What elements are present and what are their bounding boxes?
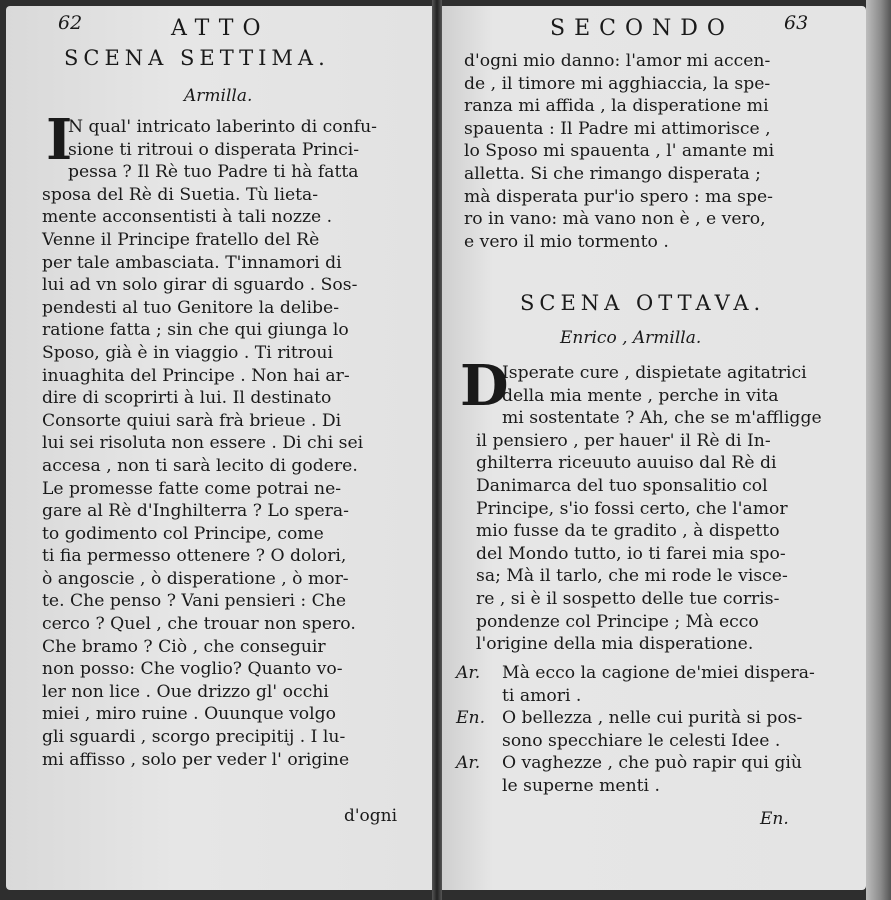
dialogue-line <box>456 752 846 775</box>
text-line: mente acconsentisti à tali nozze . <box>42 207 333 228</box>
page-edge <box>866 0 891 900</box>
drop-cap: I <box>46 107 73 173</box>
dialogue-block <box>456 662 846 798</box>
left-page <box>6 6 432 890</box>
dialogue-text: Mà ecco la cagione de'miei dispera- <box>502 663 815 683</box>
text-line: lo Sposo mi spauenta , l' amante mi <box>464 141 775 162</box>
dialogue-text: O bellezza , nelle cui purità si pos- <box>502 708 803 729</box>
text-line: pessa ? Il Rè tuo Padre ti hà fatta <box>68 162 359 183</box>
text-line: l'origine della mia disperatione. <box>476 634 754 655</box>
text-line: ghilterra riceuuto auuiso dal Rè di <box>476 453 777 474</box>
text-line: Che bramo ? Ciò , che conseguir <box>42 636 326 657</box>
text-line: non posso: Che voglio? Quanto vo- <box>42 659 343 680</box>
text-line: e vero il mio tormento . <box>464 231 669 252</box>
text-line: del Mondo tutto, io ti farei mia spo- <box>476 543 786 564</box>
speaker-name: Armilla. <box>184 86 253 106</box>
text-line: N qual' intricato laberinto di confu- <box>68 117 377 137</box>
text-line: mi sostentate ? Ah, che se m'affligge <box>502 408 822 429</box>
scene-title: SCENA OTTAVA. <box>520 291 766 315</box>
text-line: Consorte quiui sarà frà brieue . Di <box>42 410 342 431</box>
right-text-block-top <box>464 50 859 253</box>
text-line: mi affisso , solo per veder l' origine <box>42 749 350 770</box>
text-line: Sposo, già è in viaggio . Ti ritroui <box>42 342 333 363</box>
dialogue-text: sono specchiare le celesti Idee . <box>502 730 781 751</box>
text-line: Danimarca del tuo sponsalitio col <box>476 475 768 496</box>
text-line: mà disperata pur'io spero : ma spe- <box>464 186 773 207</box>
text-line: dire di scoprirti à lui. Il destinato <box>42 388 332 409</box>
text-line: ler non lice . Oue drizzo gl' occhi <box>42 681 329 702</box>
text-line: d'ogni mio danno: l'amor mi accen- <box>464 51 771 71</box>
book-gutter <box>432 0 442 900</box>
catchword: d'ogni <box>344 806 398 826</box>
left-text-block <box>42 116 428 771</box>
running-head: ATTO <box>171 16 270 41</box>
text-line: to godimento col Principe, come <box>42 523 324 544</box>
dialogue-text: O vaghezze , che può rapir qui giù <box>502 753 802 774</box>
running-head: SECONDO <box>550 16 734 41</box>
text-line: ranza mi affida , la disperatione mi <box>464 96 769 117</box>
text-line: della mia mente , perche in vita <box>502 385 779 406</box>
scene-title: SCENA SETTIMA. <box>64 46 330 70</box>
text-line: inuaghita del Principe . Non hai ar- <box>42 365 350 386</box>
dialogue-line <box>456 730 846 753</box>
drop-cap: D <box>460 353 509 419</box>
dialogue-line <box>456 775 846 798</box>
text-line: Le promesse fatte come potrai ne- <box>42 478 342 499</box>
text-line: gare al Rè d'Inghilterra ? Lo spera- <box>42 501 349 522</box>
text-line: sione ti ritroui o disperata Princi- <box>68 139 360 160</box>
text-line: ratione fatta ; sin che qui giunga lo <box>42 320 349 341</box>
text-line: sa; Mà il tarlo, che mi rode le visce- <box>476 566 788 587</box>
text-line: Isperate cure , dispietate agitatrici <box>502 363 807 383</box>
text-line: lui ad vn solo girar di sguardo . Sos- <box>42 275 358 296</box>
text-line: alletta. Si che rimango disperata ; <box>464 163 761 184</box>
speaker-abbrev: Ar. <box>456 663 481 683</box>
text-line: sposa del Rè di Suetia. Tù lieta- <box>42 184 319 205</box>
text-line: lui sei risoluta non essere . Di chi sei <box>42 433 364 454</box>
text-line: mio fusse da te gradito , à dispetto <box>476 521 780 542</box>
text-line: cerco ? Quel , che trouar non spero. <box>42 614 356 635</box>
text-line: pondenze col Principe ; Mà ecco <box>476 611 759 632</box>
dialogue-line <box>456 707 846 730</box>
text-line: ò angoscie , ò disperatione , ò mor- <box>42 568 349 589</box>
dialogue-line <box>456 685 846 708</box>
text-line: il pensiero , per hauer' il Rè di In- <box>476 430 771 451</box>
text-line: spauenta : Il Padre mi attimorisce , <box>464 118 771 139</box>
text-line: pendesti al tuo Genitore la delibe- <box>42 297 340 318</box>
text-line: ro in vano: mà vano non è , e vero, <box>464 209 766 230</box>
text-line: Venne il Principe fratello del Rè <box>42 229 320 250</box>
dialogue-text: le superne menti . <box>502 775 660 796</box>
right-text-block-scene <box>476 362 862 656</box>
dialogue-line <box>456 662 846 685</box>
text-line: te. Che penso ? Vani pensieri : Che <box>42 591 347 612</box>
page-number: 62 <box>58 12 83 34</box>
text-line: re , si è il sospetto delle tue corris- <box>476 588 780 609</box>
speaker-names: Enrico , Armilla. <box>560 328 702 348</box>
text-line: de , il timore mi agghiaccia, la spe- <box>464 73 771 94</box>
text-line: ti fia permesso ottenere ? O dolori, <box>42 546 347 567</box>
dialogue-text: ti amori . <box>502 685 582 706</box>
speaker-abbrev: Ar. <box>456 753 481 774</box>
text-line: accesa , non ti sarà lecito di godere. <box>42 455 358 476</box>
page-number: 63 <box>784 12 809 34</box>
text-line: gli sguardi , scorgo precipitij . I lu- <box>42 727 346 748</box>
text-line: per tale ambasciata. T'innamori di <box>42 252 342 273</box>
right-page <box>442 6 866 890</box>
text-line: miei , miro ruine . Ouunque volgo <box>42 704 337 725</box>
speaker-abbrev: En. <box>456 708 486 729</box>
text-line: Principe, s'io fossi certo, che l'amor <box>476 498 788 519</box>
catchword: En. <box>760 809 789 829</box>
